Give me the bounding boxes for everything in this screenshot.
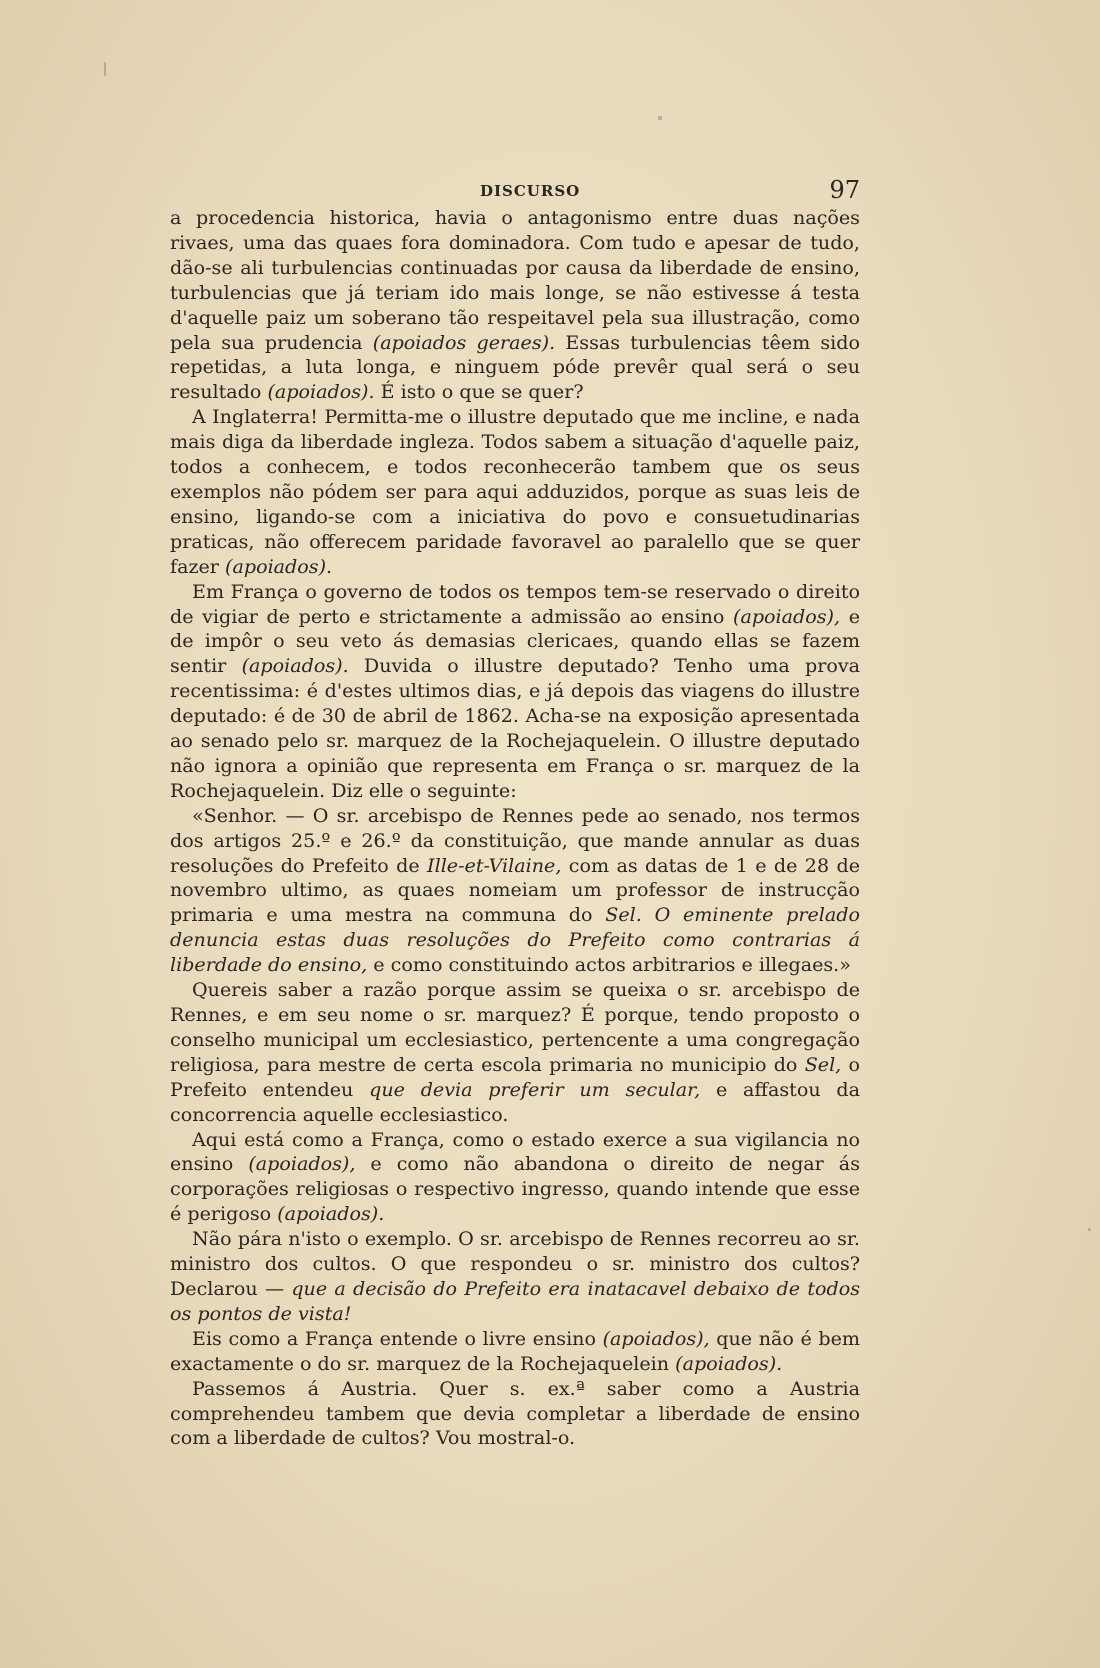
paragraph <box>170 804 860 978</box>
text-segment: Não pára n'isto o exemplo. O sr. arcebispo de Rennes recorreu ao sr. ministro dos cultos. O que respondeu o sr. ministro dos cultos? Declarou — <box>170 1227 860 1300</box>
italic-text-segment: Sel. O eminente prelado denuncia estas duas resoluções do Prefeito como contrarias á liberdade do ensino, <box>170 903 860 977</box>
paper-speck <box>658 116 662 120</box>
text-segment: Essas turbulencias têem sido repetidas, a luta longa, e ninguem póde prevêr qual será o seu resultado <box>170 330 860 404</box>
italic-text-segment: (apoiados), <box>733 604 841 628</box>
text-segment: e como não abandona o direito de negar ás corporações religiosas o respectivo ingresso, quando intende que esse é perigoso <box>170 1152 860 1226</box>
text-segment: Quereis saber a razão porque assim se queixa o sr. arcebispo de Rennes, e em seu nome o sr. marquez? É porque, tendo proposto o conselho municipal um ecclesiastico, pertencente a uma congregação religiosa, para mestre de certa escola primaria no municipio do <box>170 978 860 1076</box>
paragraph <box>170 1227 860 1327</box>
text-segment: com as datas de 1 e de 28 de novembro ultimo, as quaes nomeiam um professor de instrucção primaria e uma mestra na communa do <box>170 853 860 927</box>
italic-text-segment: que devia preferir um secular, <box>369 1077 701 1101</box>
italic-text-segment: (apoiados), <box>248 1152 356 1176</box>
text-segment: É isto o que se quer? <box>374 380 584 404</box>
paragraph <box>170 580 860 804</box>
running-header <box>170 176 860 206</box>
italic-text-segment: (apoiados). <box>241 654 349 678</box>
italic-text-segment: Ille-et-Vilaine, <box>427 853 562 877</box>
italic-text-segment: (apoiados geraes). <box>372 330 556 354</box>
text-segment: A Inglaterra! Permitta-me o illustre deputado que me incline, e nada mais diga da liberdade ingleza. Todos sabem a situação d'aquelle paiz, todos a conhecem, e todos reconhecerão tambem que os seus exemplos não pódem ser para aqui adduzidos, porque as suas leis de ensino, ligando-se com a iniciativa do povo e consuetudinarias praticas, não offerecem paridade favoravel ao paralello que se quer fazer <box>170 405 860 578</box>
italic-text-segment: Sel, <box>804 1052 842 1076</box>
text-segment: Duvida o illustre deputado? Tenho uma prova recentissima: é d'estes ultimos dias, e já depois das viagens do illustre deputado: é de 30 de abril de 1862. Acha-se na exposição apresentada ao senado pelo sr. marquez de la Rochejaquelein. O illustre deputado não ignora a opinião que representa em França o sr. marquez de la Rochejaquelein. Diz elle o seguinte: <box>170 654 860 802</box>
text-segment: e de impôr o seu veto ás demasias clericaes, quando ellas se fazem sentir <box>170 604 860 678</box>
italic-text-segment: (apoiados). <box>267 380 375 404</box>
paper-speck <box>104 62 106 76</box>
paragraph <box>170 1327 860 1377</box>
paragraph <box>170 978 860 1127</box>
text-segment: «Senhor. — O sr. arcebispo de Rennes pede ao senado, nos termos dos artigos 25.º e 26.º da constituição, que mande annular as duas resoluções do Prefeito de <box>170 803 860 877</box>
body-text <box>170 206 860 1451</box>
paragraph <box>170 1128 860 1228</box>
text-segment: Aqui está como a França, como o estado exerce a sua vigilancia no ensino <box>170 1127 860 1176</box>
paper-speck <box>1088 1228 1091 1231</box>
text-segment: e affastou da concorrencia aquelle ecclesiastico. <box>170 1077 861 1126</box>
italic-text-segment: (apoiados). <box>225 554 333 578</box>
running-title: DISCURSO <box>480 182 581 200</box>
text-segment: que não é bem exactamente o do sr. marquez de la Rochejaquelein <box>170 1326 861 1375</box>
text-segment: o Prefeito entendeu <box>170 1052 861 1101</box>
text-segment: Passemos á Austria. Quer s. ex.ª saber como a Austria comprehendeu tambem que devia completar a liberdade de ensino com a liberdade de cultos? Vou mostral-o. <box>170 1376 860 1450</box>
italic-text-segment: (apoiados), <box>602 1326 710 1350</box>
text-segment: e como constituindo actos arbitrarios e illegaes.» <box>367 953 851 977</box>
italic-text-segment: (apoiados). <box>675 1351 783 1375</box>
text-segment: Em França o governo de todos os tempos tem-se reservado o direito de vigiar de perto e strictamente a admissão ao ensino <box>170 579 860 628</box>
italic-text-segment: que a decisão do Prefeito era inatacavel debaixo de todos os pontos de vista! <box>170 1276 861 1325</box>
text-segment: a procedencia historica, havia o antagonismo entre duas nações rivaes, uma das quaes fora dominadora. Com tudo e apesar de tudo, dão-se ali turbulencias continuadas por causa da liberdade de ensino, turbulencias que já teriam ido mais longe, se não estivesse á testa d'aquelle paiz um soberano tão respeitavel pela sua illustração, como pela sua prudencia <box>170 206 860 354</box>
italic-text-segment: (apoiados). <box>277 1202 385 1226</box>
paragraph <box>170 405 860 579</box>
text-segment: Eis como a França entende o livre ensino <box>192 1326 603 1350</box>
page-number: 97 <box>829 176 860 204</box>
paragraph <box>170 206 860 405</box>
paragraph <box>170 1377 860 1452</box>
